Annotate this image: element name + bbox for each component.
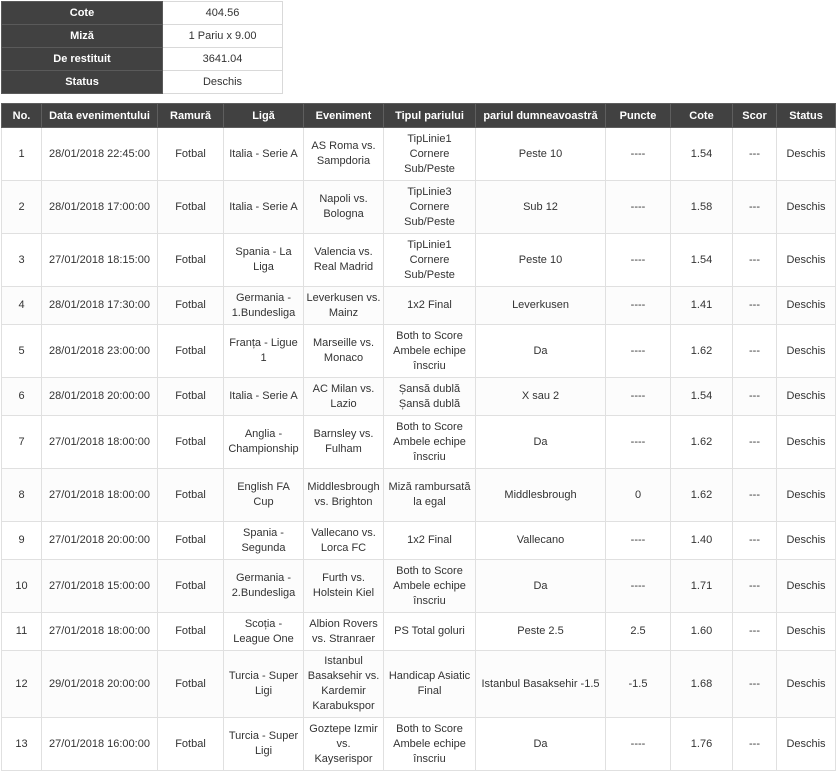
cell-score: ---: [733, 613, 777, 651]
table-row: [2, 613, 836, 651]
cell-your-bet: Da: [476, 416, 606, 469]
cell-odds: 1.62: [671, 416, 733, 469]
cell-event-date: 28/01/2018 22:45:00: [42, 128, 158, 181]
cell-sport: Fotbal: [158, 613, 224, 651]
cell-your-bet: Peste 10: [476, 234, 606, 287]
cell-event: Goztepe Izmir vs. Kayserispor: [304, 718, 384, 771]
cell-league: Italia - Serie A: [224, 128, 304, 181]
cell-your-bet: Peste 10: [476, 128, 606, 181]
header-sport: Ramură: [158, 104, 224, 128]
header-score: Scor: [733, 104, 777, 128]
cell-league: Turcia - Super Ligi: [224, 718, 304, 771]
cell-no: 1: [2, 128, 42, 181]
cell-event-date: 27/01/2018 20:00:00: [42, 522, 158, 560]
cell-sport: Fotbal: [158, 378, 224, 416]
cell-points: ----: [606, 325, 671, 378]
cell-sport: Fotbal: [158, 287, 224, 325]
cell-your-bet: Middlesbrough: [476, 469, 606, 522]
cell-score: ---: [733, 128, 777, 181]
cell-your-bet: Vallecano: [476, 522, 606, 560]
cell-league: Germania - 2.Bundesliga: [224, 560, 304, 613]
cell-no: 4: [2, 287, 42, 325]
cell-points: ----: [606, 128, 671, 181]
cell-score: ---: [733, 469, 777, 522]
cell-score: ---: [733, 718, 777, 771]
cell-event-date: 28/01/2018 20:00:00: [42, 378, 158, 416]
table-row: [2, 325, 836, 378]
table-row: [2, 416, 836, 469]
cell-odds: 1.54: [671, 378, 733, 416]
table-row: [2, 181, 836, 234]
cell-odds: 1.68: [671, 651, 733, 718]
cell-league: Italia - Serie A: [224, 181, 304, 234]
summary-row: [2, 25, 283, 48]
cell-odds: 1.62: [671, 469, 733, 522]
cell-your-bet: Da: [476, 718, 606, 771]
cell-odds: 1.62: [671, 325, 733, 378]
table-row: [2, 522, 836, 560]
cell-event: AC Milan vs. Lazio: [304, 378, 384, 416]
cell-odds: 1.54: [671, 128, 733, 181]
cell-your-bet: Sub 12: [476, 181, 606, 234]
cell-event: Furth vs. Holstein Kiel: [304, 560, 384, 613]
summary-label: Status: [2, 71, 163, 94]
header-event: Eveniment: [304, 104, 384, 128]
cell-event-date: 27/01/2018 18:00:00: [42, 613, 158, 651]
cell-bet-type: Both to Score Ambele echipe înscriu: [384, 718, 476, 771]
cell-status: Deschis: [777, 560, 836, 613]
cell-bet-type: Handicap Asiatic Final: [384, 651, 476, 718]
cell-bet-type: TipLinie1 Cornere Sub/Peste: [384, 234, 476, 287]
cell-league: Spania - Segunda: [224, 522, 304, 560]
cell-event-date: 28/01/2018 17:30:00: [42, 287, 158, 325]
summary-row: [2, 48, 283, 71]
cell-score: ---: [733, 181, 777, 234]
header-odds: Cote: [671, 104, 733, 128]
cell-status: Deschis: [777, 613, 836, 651]
cell-status: Deschis: [777, 181, 836, 234]
cell-league: Italia - Serie A: [224, 378, 304, 416]
cell-event: Barnsley vs. Fulham: [304, 416, 384, 469]
cell-event-date: 29/01/2018 20:00:00: [42, 651, 158, 718]
cell-odds: 1.54: [671, 234, 733, 287]
cell-no: 10: [2, 560, 42, 613]
cell-no: 12: [2, 651, 42, 718]
cell-points: ----: [606, 287, 671, 325]
cell-status: Deschis: [777, 416, 836, 469]
cell-bet-type: TipLinie1 Cornere Sub/Peste: [384, 128, 476, 181]
table-row: [2, 378, 836, 416]
cell-points: ----: [606, 378, 671, 416]
cell-status: Deschis: [777, 234, 836, 287]
cell-status: Deschis: [777, 378, 836, 416]
cell-odds: 1.41: [671, 287, 733, 325]
summary-value: 1 Pariu x 9.00: [163, 25, 283, 48]
cell-score: ---: [733, 416, 777, 469]
cell-event: Leverkusen vs. Mainz: [304, 287, 384, 325]
cell-score: ---: [733, 560, 777, 613]
cell-your-bet: Peste 2.5: [476, 613, 606, 651]
cell-no: 11: [2, 613, 42, 651]
header-your-bet: pariul dumneavoastră: [476, 104, 606, 128]
cell-bet-type: Both to Score Ambele echipe înscriu: [384, 325, 476, 378]
cell-bet-type: TipLinie3 Cornere Sub/Peste: [384, 181, 476, 234]
cell-event-date: 27/01/2018 18:15:00: [42, 234, 158, 287]
cell-status: Deschis: [777, 469, 836, 522]
cell-league: Germania - 1.Bundesliga: [224, 287, 304, 325]
cell-league: Franța - Ligue 1: [224, 325, 304, 378]
cell-score: ---: [733, 651, 777, 718]
summary-row: [2, 71, 283, 94]
summary-row: [2, 2, 283, 25]
cell-points: 0: [606, 469, 671, 522]
cell-status: Deschis: [777, 325, 836, 378]
summary-value: 404.56: [163, 2, 283, 25]
cell-event-date: 28/01/2018 23:00:00: [42, 325, 158, 378]
cell-bet-type: 1x2 Final: [384, 522, 476, 560]
cell-your-bet: X sau 2: [476, 378, 606, 416]
cell-event-date: 27/01/2018 15:00:00: [42, 560, 158, 613]
bets-table: [1, 103, 836, 771]
cell-odds: 1.58: [671, 181, 733, 234]
cell-sport: Fotbal: [158, 234, 224, 287]
cell-event: Valencia vs. Real Madrid: [304, 234, 384, 287]
table-row: [2, 234, 836, 287]
header-event-date: Data evenimentului: [42, 104, 158, 128]
cell-score: ---: [733, 287, 777, 325]
cell-points: -1.5: [606, 651, 671, 718]
header-status: Status: [777, 104, 836, 128]
summary-value: Deschis: [163, 71, 283, 94]
cell-event: Vallecano vs. Lorca FC: [304, 522, 384, 560]
cell-league: Scoția - League One: [224, 613, 304, 651]
cell-status: Deschis: [777, 718, 836, 771]
cell-league: Anglia - Championship: [224, 416, 304, 469]
cell-sport: Fotbal: [158, 128, 224, 181]
cell-no: 7: [2, 416, 42, 469]
cell-odds: 1.40: [671, 522, 733, 560]
cell-odds: 1.76: [671, 718, 733, 771]
cell-your-bet: Istanbul Basaksehir -1.5: [476, 651, 606, 718]
cell-sport: Fotbal: [158, 718, 224, 771]
cell-bet-type: 1x2 Final: [384, 287, 476, 325]
cell-sport: Fotbal: [158, 560, 224, 613]
cell-event: Middlesbrough vs. Brighton: [304, 469, 384, 522]
header-points: Puncte: [606, 104, 671, 128]
table-row: [2, 128, 836, 181]
cell-points: ----: [606, 416, 671, 469]
bet-summary-table: [1, 1, 283, 94]
cell-points: ----: [606, 560, 671, 613]
cell-no: 2: [2, 181, 42, 234]
cell-sport: Fotbal: [158, 181, 224, 234]
cell-event-date: 28/01/2018 17:00:00: [42, 181, 158, 234]
cell-bet-type: Both to Score Ambele echipe înscriu: [384, 560, 476, 613]
cell-no: 8: [2, 469, 42, 522]
summary-label: Miză: [2, 25, 163, 48]
cell-score: ---: [733, 522, 777, 560]
cell-league: English FA Cup: [224, 469, 304, 522]
header-league: Ligă: [224, 104, 304, 128]
cell-event: Istanbul Basaksehir vs. Kardemir Karabukspor: [304, 651, 384, 718]
cell-status: Deschis: [777, 651, 836, 718]
cell-points: 2.5: [606, 613, 671, 651]
cell-points: ----: [606, 234, 671, 287]
cell-no: 9: [2, 522, 42, 560]
cell-sport: Fotbal: [158, 416, 224, 469]
cell-score: ---: [733, 325, 777, 378]
table-row: [2, 718, 836, 771]
cell-points: ----: [606, 181, 671, 234]
cell-event-date: 27/01/2018 16:00:00: [42, 718, 158, 771]
cell-bet-type: Șansă dublă Șansă dublă: [384, 378, 476, 416]
header-no: No.: [2, 104, 42, 128]
cell-league: Turcia - Super Ligi: [224, 651, 304, 718]
cell-sport: Fotbal: [158, 469, 224, 522]
cell-your-bet: Da: [476, 560, 606, 613]
cell-your-bet: Leverkusen: [476, 287, 606, 325]
summary-value: 3641.04: [163, 48, 283, 71]
cell-status: Deschis: [777, 128, 836, 181]
table-row: [2, 287, 836, 325]
cell-no: 3: [2, 234, 42, 287]
cell-your-bet: Da: [476, 325, 606, 378]
header-bet-type: Tipul pariului: [384, 104, 476, 128]
cell-score: ---: [733, 378, 777, 416]
cell-odds: 1.60: [671, 613, 733, 651]
cell-no: 6: [2, 378, 42, 416]
cell-sport: Fotbal: [158, 522, 224, 560]
summary-label: De restituit: [2, 48, 163, 71]
table-row: [2, 651, 836, 718]
cell-score: ---: [733, 234, 777, 287]
cell-event-date: 27/01/2018 18:00:00: [42, 469, 158, 522]
cell-sport: Fotbal: [158, 651, 224, 718]
cell-event: AS Roma vs. Sampdoria: [304, 128, 384, 181]
cell-league: Spania - La Liga: [224, 234, 304, 287]
cell-bet-type: Miză rambursată la egal: [384, 469, 476, 522]
cell-no: 13: [2, 718, 42, 771]
cell-bet-type: PS Total goluri: [384, 613, 476, 651]
cell-no: 5: [2, 325, 42, 378]
cell-event-date: 27/01/2018 18:00:00: [42, 416, 158, 469]
cell-event: Marseille vs. Monaco: [304, 325, 384, 378]
cell-points: ----: [606, 718, 671, 771]
cell-odds: 1.71: [671, 560, 733, 613]
cell-sport: Fotbal: [158, 325, 224, 378]
cell-event: Napoli vs. Bologna: [304, 181, 384, 234]
cell-points: ----: [606, 522, 671, 560]
cell-status: Deschis: [777, 522, 836, 560]
table-row: [2, 469, 836, 522]
cell-event: Albion Rovers vs. Stranraer: [304, 613, 384, 651]
table-row: [2, 560, 836, 613]
summary-label: Cote: [2, 2, 163, 25]
cell-bet-type: Both to Score Ambele echipe înscriu: [384, 416, 476, 469]
table-header-row: [2, 104, 836, 128]
cell-status: Deschis: [777, 287, 836, 325]
